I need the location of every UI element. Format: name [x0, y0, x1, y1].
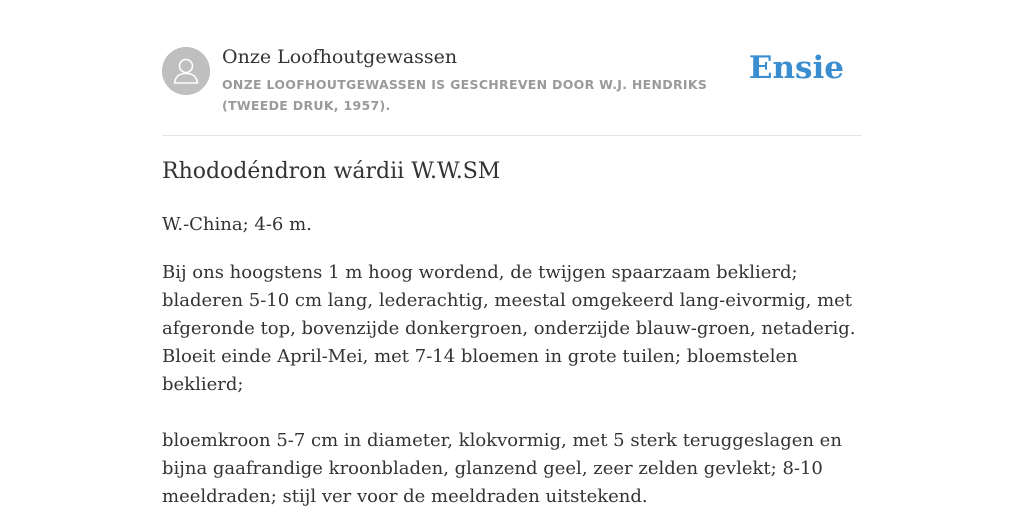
entry-paragraph: Bij ons hoogstens 1 m hoog wordend, de twijgen spaarzaam beklierd; bladeren 5-10 cm lang, lederachtig, meestal omgekeerd lang-eivormig, met afgeronde top, bovenzijde donkergroen, onderzijde blauw-groen, netaderig. Bloeit einde April-Mei, met 7-14 bloemen in grote tuilen; bloemstelen beklierd; [162, 262, 856, 395]
brand-logo[interactable]: Ensie [748, 50, 844, 86]
entry-meta: W.-China; 4-6 m. [162, 214, 312, 235]
paragraph-gap [162, 399, 862, 427]
header-divider [162, 135, 862, 136]
source-description: ONZE LOOFHOUTGEWASSEN IS GESCHREVEN DOOR W.J. HENDRIKS (TWEEDE DRUK, 1957). [222, 77, 708, 113]
entry-body [162, 259, 862, 511]
user-avatar-icon [162, 47, 210, 95]
source-header [162, 44, 862, 134]
entry-paragraph: bloemkroon 5-7 cm in diameter, klokvormig, met 5 sterk teruggeslagen en bijna gaafrandige kroonbladen, glanzend geel, zeer zelden gevlekt; 8-10 meeldraden; stijl ver voor de meeldraden uitstekend. [162, 430, 842, 507]
entry-title: Rhododéndron wárdii W.W.SM [162, 159, 501, 184]
source-title[interactable]: Onze Loofhoutgewassen [222, 46, 458, 68]
